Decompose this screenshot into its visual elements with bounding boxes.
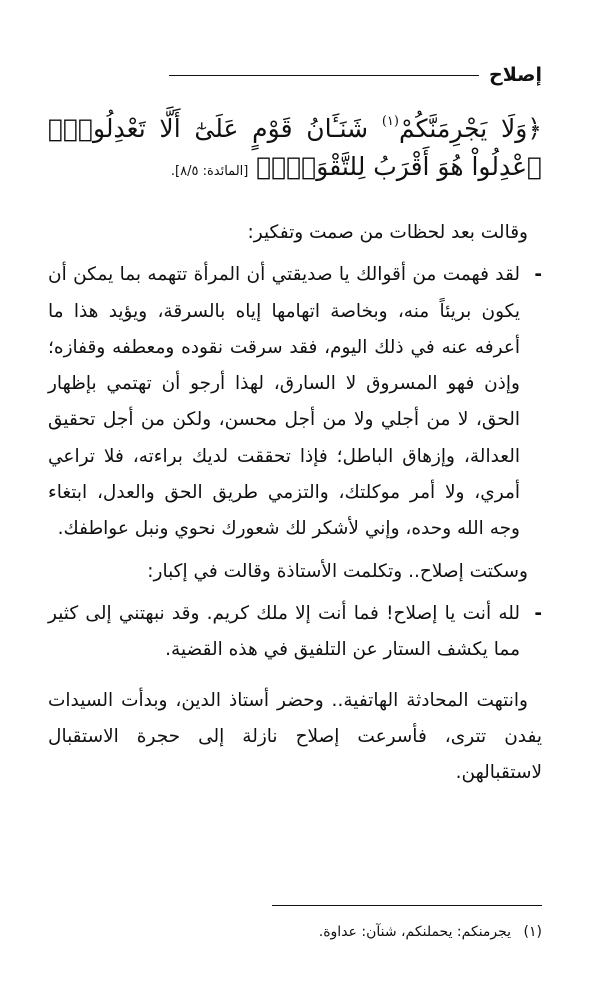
verse-text-start: ﴿وَلَا يَجْرِمَنَّكُمْ xyxy=(398,114,542,143)
paragraph: وانتهت المحادثة الهاتفية.. وحضر أستاذ الدين، وبدأت السيدات يفدن تترى، فأسرعت إصلاح نازلة إلى حجرة الاستقبال لاستقبالهن. xyxy=(48,689,542,784)
paragraph: وسكتت إصلاح.. وتكلمت الأستاذة وقالت في إكبار: xyxy=(147,560,528,582)
footnote-marker[interactable]: (١) xyxy=(381,114,399,129)
dialogue-paragraph xyxy=(48,257,542,547)
running-header xyxy=(48,60,542,90)
verse-text-end: شَنَـَٔانُ قَوْمٍ عَلَىٰٓ أَلَّا تَعْدِلُواْۚ ٱعْدِلُواْ هُوَ أَقْرَبُ لِلتَّقْوَىٰۖ﴾ xyxy=(48,114,542,181)
dialogue-text: لله أنت يا إصلاح! فما أنت إلا ملك كريم. وقد نبهتني إلى كثير مما يكشف الستار عن التلفيق في هذه القضية. xyxy=(48,602,520,661)
running-title: إصلاح xyxy=(489,64,542,86)
verse-reference: [المائدة: ٨/٥]. xyxy=(170,164,249,179)
dialogue-text: لقد فهمت من أقوالك يا صديقتي أن المرأة تتهمه بما يمكن أن يكون بريئاً منه، وبخاصة اتهامها إياه بالسرقة، ويؤيد هذا ما أعرفه عنه في ذلك اليوم، فقد سرقت نقوده ومعطفه وقفازه؛ وإذن فهو المسروق لا السارق، لهذا أرجو أن تهتمي بإظهار الحق، لا من أجلي ولا من أجل محسن، ولكن من أجل تحقيق العدالة، وإزهاق الباطل؛ فإذا تحققت لديك براءته، فلا تراعي أمري، ولا أمر موكلتك، والتزمي طريق الحق والعدل، ابتغاء وجه الله وحده، وإني لأشكر لك شعورك نحوي ونبل عواطفك. xyxy=(48,264,520,540)
footnote-text: يجرمنكم: يحملنكم، شنآن: عداوة. xyxy=(318,924,512,940)
paragraph: وقالت بعد لحظات من صمت وتفكير: xyxy=(247,222,528,243)
footnote xyxy=(48,920,542,944)
body-text xyxy=(48,215,542,791)
footnote-number: (١) xyxy=(523,924,542,940)
quran-verse xyxy=(48,110,542,191)
dialogue-dash: - xyxy=(534,602,542,624)
header-rule xyxy=(169,75,479,76)
footnote-rule xyxy=(272,905,542,906)
book-page xyxy=(48,0,542,1000)
dialogue-paragraph xyxy=(48,596,542,669)
dialogue-dash: - xyxy=(534,264,542,286)
